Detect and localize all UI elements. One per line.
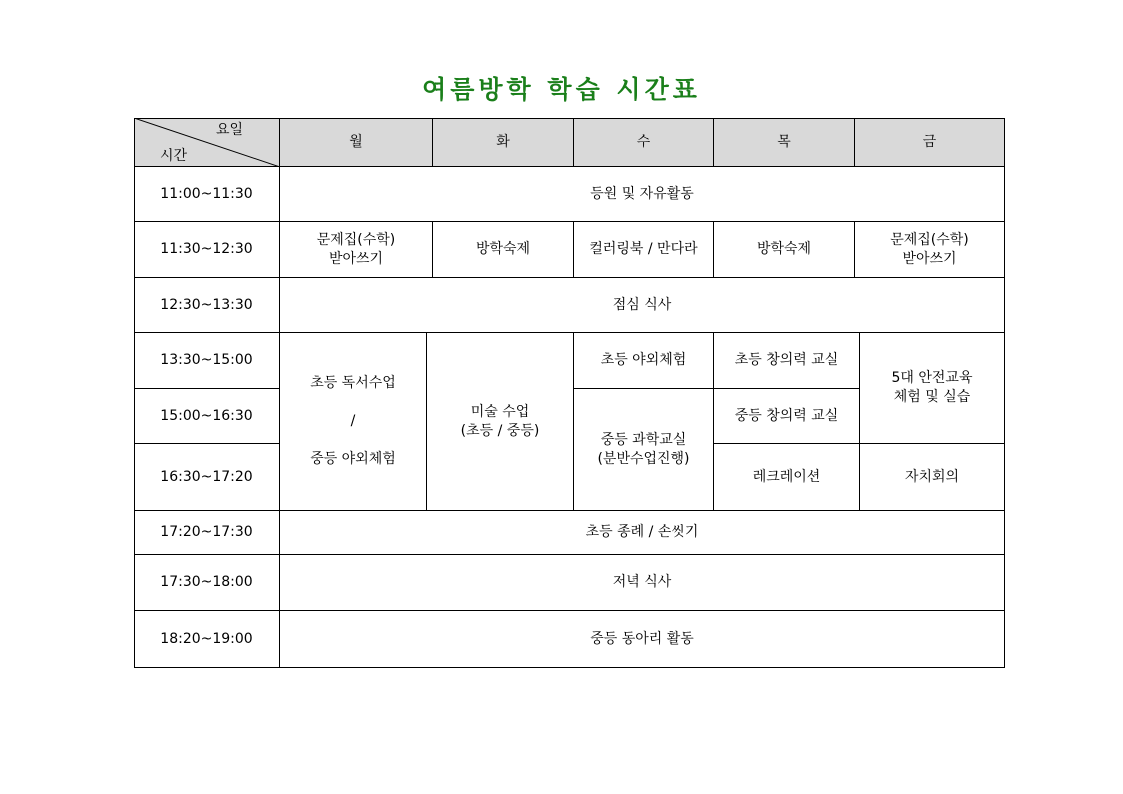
corner-header-cell: [134, 118, 280, 167]
schedule-cell-arrival: 등원 및 자유활동: [280, 167, 1005, 222]
schedule-cell: 자치회의: [860, 444, 1005, 511]
timetable: [134, 118, 1005, 668]
time-cell: 16:30~17:20: [134, 444, 280, 511]
time-cell: 17:30~18:00: [134, 555, 280, 611]
day-header-thu: 목: [714, 118, 855, 167]
schedule-cell-dinner: 저녁 식사: [280, 555, 1005, 611]
schedule-cell: 중등 과학교실 (분반수업진행): [574, 389, 714, 511]
schedule-cell: 미술 수업 (초등 / 중등): [427, 333, 574, 511]
time-cell: 11:30~12:30: [134, 222, 280, 278]
schedule-cell: 방학숙제: [714, 222, 855, 278]
corner-time-label: 시간: [160, 148, 188, 164]
schedule-cell-dismissal: 초등 종례 / 손씻기: [280, 511, 1005, 555]
day-header-wed: 수: [574, 118, 714, 167]
time-cell: 12:30~13:30: [134, 278, 280, 333]
page-title: 여름방학 학습 시간표: [422, 75, 701, 104]
schedule-cell-lunch: 점심 식사: [280, 278, 1005, 333]
day-header-tue: 화: [433, 118, 574, 167]
schedule-cell: 문제집(수학) 받아쓰기: [855, 222, 1005, 278]
schedule-cell: 컬러링북 / 만다라: [574, 222, 714, 278]
time-cell: 15:00~16:30: [134, 389, 280, 444]
time-cell: 18:20~19:00: [134, 611, 280, 668]
schedule-cell: 중등 창의력 교실: [714, 389, 860, 444]
schedule-cell: 초등 독서수업 / 중등 야외체험: [280, 333, 427, 511]
day-header-fri: 금: [855, 118, 1005, 167]
schedule-cell: 방학숙제: [433, 222, 574, 278]
diagonal-line: [134, 118, 280, 167]
time-cell: 17:20~17:30: [134, 511, 280, 555]
time-cell: 13:30~15:00: [134, 333, 280, 389]
schedule-cell: 초등 야외체험: [574, 333, 714, 389]
schedule-cell: 초등 창의력 교실: [714, 333, 860, 389]
day-header-mon: 월: [280, 118, 433, 167]
corner-day-label: 요일: [215, 122, 243, 138]
schedule-cell-club: 중등 동아리 활동: [280, 611, 1005, 668]
schedule-cell: 문제집(수학) 받아쓰기: [280, 222, 433, 278]
time-cell: 11:00~11:30: [134, 167, 280, 222]
schedule-cell: 레크레이션: [714, 444, 860, 511]
schedule-cell: 5대 안전교육 체험 및 실습: [860, 333, 1005, 444]
